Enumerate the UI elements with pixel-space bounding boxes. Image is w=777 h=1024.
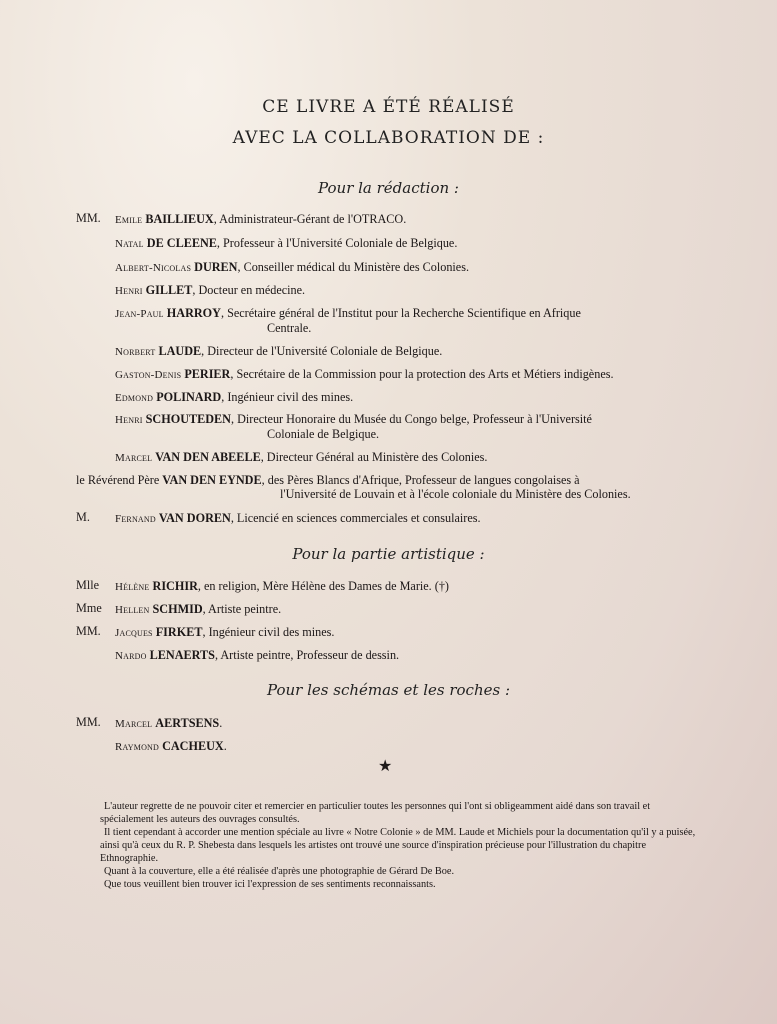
surname: DUREN [194,260,238,274]
surname: HARROY [166,306,221,320]
first-name: Marcel [115,452,153,464]
description: , Ingénieur civil des mines. [202,625,335,639]
surname: SCHOUTEDEN [145,412,231,426]
description: , Directeur de l'Université Coloniale de Belgique. [201,344,443,358]
contributor-entry [115,716,222,731]
contributor-entry [115,739,227,754]
description-continuation: Coloniale de Belgique. [267,427,380,441]
first-name: Henri [115,414,143,426]
surname: BAILLIEUX [145,212,214,226]
contributor-entry [115,648,399,663]
acknowledgement-paragraph: L'auteur regrette de ne pouvoir citer et remercier en particulier toutes les personnes qui l'ont si obligeamment aidé dans son travail et spécialement les auteurs des ouvrages consultés. [100,801,651,825]
heading-line-2: AVEC LA COLLABORATION DE : [232,128,545,148]
prefix-m: M. [76,510,90,524]
prefix-mm: MM. [76,211,101,225]
description: , Artiste peintre, Professeur de dessin. [214,648,400,662]
first-name: Gaston-Denis [115,369,182,381]
first-name: Henri [115,285,143,297]
surname: RICHIR [152,579,198,593]
surname: CACHEUX [162,739,224,753]
contributor-entry [115,283,305,298]
description: , Artiste peintre. [202,602,282,616]
first-name: Hélène [115,581,150,593]
surname: SCHMID [152,602,203,616]
first-name: Albert-Nicolas [115,262,192,274]
contributor-entry [115,344,442,359]
first-name: Hellen [115,604,150,616]
description: , Ingénieur civil des mines. [221,390,354,404]
first-name: Emile [115,214,143,226]
surname: LAUDE [158,344,202,358]
contributor-entry [115,306,700,335]
surname: DE CLEENE [146,236,217,250]
title-lead: le Révérend Père [76,473,163,487]
prefix-mme: Mme [76,601,102,615]
description: , Directeur Général au Ministère des Colonies. [260,450,488,464]
first-name: Edmond [115,392,154,404]
acknowledgement-block [100,800,700,891]
heading-line-1: CE LIVRE A ÉTÉ RÉALISÉ [262,97,515,117]
surname: VAN DEN ABEELE [155,450,261,464]
contributor-entry [115,450,487,465]
prefix-mlle: Mlle [76,578,100,592]
contributor-entry [115,602,281,617]
first-name: Norbert [115,346,156,358]
description: , Conseiller médical du Ministère des Colonies. [237,260,470,274]
description: , Secrétaire général de l'Institut pour la Recherche Scientifique en Afrique [220,306,581,320]
surname: LENAERTS [149,648,215,662]
description: , des Pères Blancs d'Afrique, Professeur de langues congolaises à [261,473,580,487]
section-title-artistique: Pour la partie artistique : [292,545,485,563]
first-name: Raymond [115,741,160,753]
acknowledgement-paragraph: Quant à la couverture, elle a été réalisée d'après une photographie de Gérard De Boe. [104,866,455,877]
description: , en religion, Mère Hélène des Dames de Marie. (†) [197,579,449,593]
contributor-entry [115,511,481,526]
star-ornament: ★ [378,756,393,775]
first-name: Jacques [115,627,153,639]
description: , Professeur à l'Université Coloniale de Belgique. [216,236,458,250]
description: . [223,739,227,753]
description: , Administrateur-Gérant de l'OTRACO. [213,212,407,226]
section-title-redaction: Pour la rédaction : [318,179,459,197]
surname: GILLET [145,283,193,297]
surname: AERTSENS [155,716,220,730]
surname: FIRKET [155,625,203,639]
acknowledgement-paragraph: Il tient cependant à accorder une mention spéciale au livre « Notre Colonie » de MM. Laude et Michiels pour la documentation qu'il y a puisée, ainsi qu'à ceux du R. P. Shebesta dans lesquels les artistes ont trouvé une source d'inspiration précieuse pour l'illustration du chapitre Ethnographie. [100,827,696,864]
surname: PERIER [184,367,231,381]
contributor-entry [115,579,449,594]
surname: VAN DOREN [158,511,231,525]
section-title-schemas: Pour les schémas et les roches : [267,681,510,699]
surname: VAN DEN EYNDE [162,473,262,487]
first-name: Natal [115,238,144,250]
description-continuation: Centrale. [267,321,312,335]
contributor-entry [115,367,715,382]
contributor-entry [115,412,700,441]
acknowledgement-paragraph: Que tous veuillent bien trouver ici l'expression de ses sentiments reconnaissants. [104,879,436,890]
contributor-entry [115,625,334,640]
first-name: Nardo [115,650,147,662]
surname: POLINARD [156,390,222,404]
contributor-entry [115,236,457,251]
first-name: Fernand [115,513,156,525]
contributor-entry [115,212,406,227]
first-name: Jean-Paul [115,308,164,320]
first-name: Marcel [115,718,153,730]
description-continuation: l'Université de Louvain et à l'école coloniale du Ministère des Colonies. [280,487,631,501]
description: , Licencié en sciences commerciales et consulaires. [230,511,481,525]
description: , Docteur en médecine. [192,283,306,297]
contributor-entry [76,473,701,501]
prefix-mm: MM. [76,715,101,729]
contributor-entry [115,390,353,405]
description: . [219,716,223,730]
prefix-mm: MM. [76,624,101,638]
description: , Directeur Honoraire du Musée du Congo belge, Professeur à l'Université [231,412,592,426]
contributor-entry [115,260,469,275]
description: , Secrétaire de la Commission pour la protection des Arts et Métiers indigènes. [230,367,614,381]
